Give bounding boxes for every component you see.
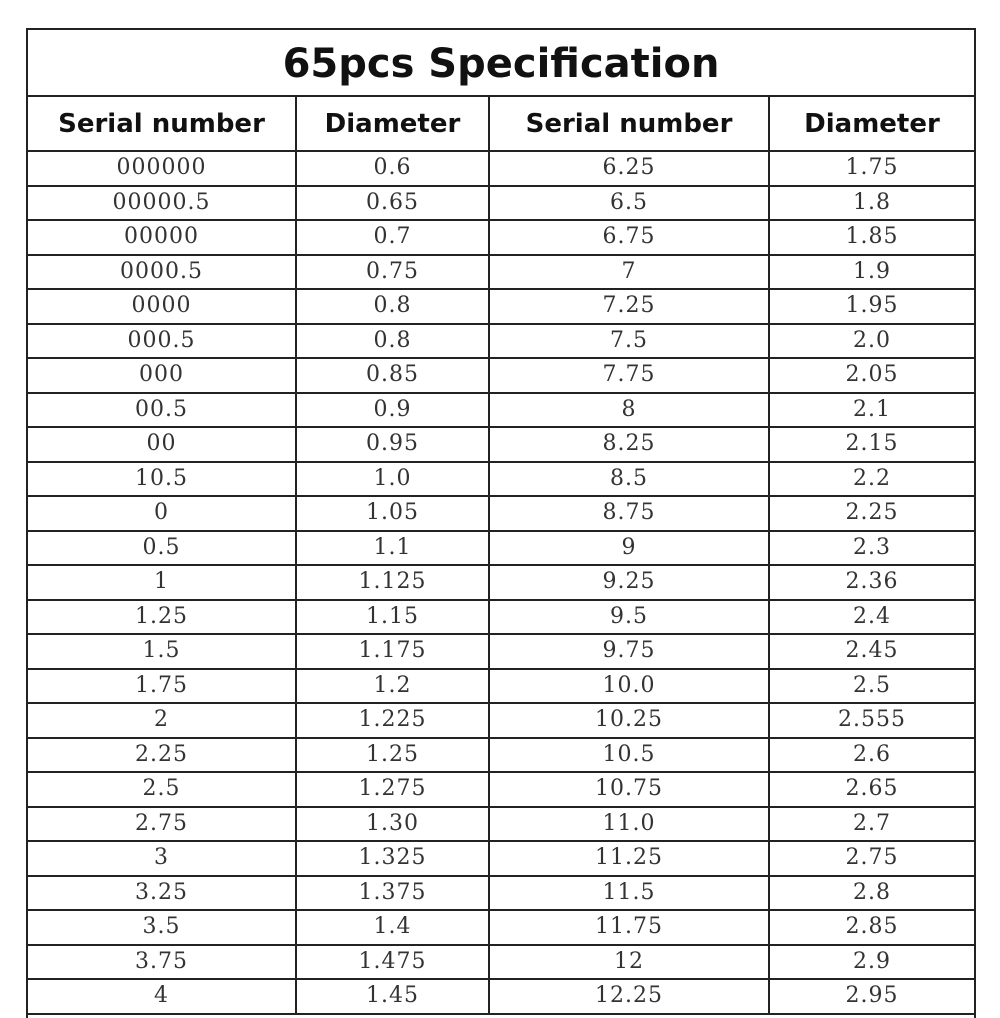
serial-number-cell: 1 <box>28 565 296 600</box>
diameter-cell: 1.4 <box>296 910 489 945</box>
diameter-cell: 2.5 <box>769 669 974 704</box>
serial-number-cell: 8.75 <box>489 496 769 531</box>
serial-number-cell: 6.75 <box>489 220 769 255</box>
serial-number-cell: 3.25 <box>28 876 296 911</box>
diameter-cell: 1.2 <box>296 669 489 704</box>
serial-number-cell: 9 <box>489 531 769 566</box>
serial-number-cell: 2.25 <box>28 738 296 773</box>
table-row <box>28 151 974 186</box>
diameter-cell: 1.25 <box>296 738 489 773</box>
diameter-cell: 2.8 <box>769 876 974 911</box>
serial-number-cell: 8 <box>489 393 769 428</box>
serial-number-cell: 000 <box>28 358 296 393</box>
diameter-cell: 2.2 <box>769 462 974 497</box>
diameter-cell: 1.75 <box>769 151 974 186</box>
serial-number-cell: 0000.5 <box>28 255 296 290</box>
table-row <box>28 634 974 669</box>
serial-number-cell: 9.5 <box>489 600 769 635</box>
serial-number-cell: 11.75 <box>489 910 769 945</box>
table-row <box>28 324 974 359</box>
table-row <box>28 669 974 704</box>
serial-number-cell: 00.5 <box>28 393 296 428</box>
diameter-cell: 1.45 <box>296 979 489 1014</box>
table-row <box>28 841 974 876</box>
diameter-cell: 1.125 <box>296 565 489 600</box>
serial-number-cell: 0000 <box>28 289 296 324</box>
table-row <box>28 393 974 428</box>
diameter-cell: 2.6 <box>769 738 974 773</box>
serial-number-cell: 10.5 <box>28 462 296 497</box>
table-row <box>28 600 974 635</box>
diameter-cell: 2.85 <box>769 910 974 945</box>
diameter-cell: 0.8 <box>296 324 489 359</box>
diameter-cell: 1.85 <box>769 220 974 255</box>
spec-table <box>28 97 974 1015</box>
diameter-cell: 0.9 <box>296 393 489 428</box>
serial-number-cell: 2 <box>28 703 296 738</box>
table-row <box>28 876 974 911</box>
diameter-cell: 2.95 <box>769 979 974 1014</box>
serial-number-cell: 8.25 <box>489 427 769 462</box>
serial-number-cell: 8.5 <box>489 462 769 497</box>
serial-number-cell: 7.5 <box>489 324 769 359</box>
table-row <box>28 496 974 531</box>
diameter-cell: 2.36 <box>769 565 974 600</box>
table-row <box>28 289 974 324</box>
serial-number-cell: 1.25 <box>28 600 296 635</box>
serial-number-cell: 00000.5 <box>28 186 296 221</box>
header-diameter-right: Diameter <box>769 97 974 151</box>
diameter-cell: 0.65 <box>296 186 489 221</box>
diameter-cell: 0.8 <box>296 289 489 324</box>
serial-number-cell: 7 <box>489 255 769 290</box>
diameter-cell: 2.7 <box>769 807 974 842</box>
header-diameter-left: Diameter <box>296 97 489 151</box>
table-row <box>28 531 974 566</box>
page-title: 65pcs Specification <box>28 30 974 97</box>
serial-number-cell: 11.5 <box>489 876 769 911</box>
serial-number-cell: 6.5 <box>489 186 769 221</box>
table-row <box>28 945 974 980</box>
diameter-cell: 2.75 <box>769 841 974 876</box>
header-serial-number-right: Serial number <box>489 97 769 151</box>
serial-number-cell: 000.5 <box>28 324 296 359</box>
diameter-cell: 1.8 <box>769 186 974 221</box>
serial-number-cell: 11.25 <box>489 841 769 876</box>
serial-number-cell: 10.0 <box>489 669 769 704</box>
diameter-cell: 1.30 <box>296 807 489 842</box>
diameter-cell: 1.325 <box>296 841 489 876</box>
diameter-cell: 1.275 <box>296 772 489 807</box>
diameter-cell: 0.6 <box>296 151 489 186</box>
diameter-cell: 2.4 <box>769 600 974 635</box>
diameter-cell: 1.05 <box>296 496 489 531</box>
table-row <box>28 703 974 738</box>
serial-number-cell: 00000 <box>28 220 296 255</box>
diameter-cell: 2.05 <box>769 358 974 393</box>
diameter-cell: 2.0 <box>769 324 974 359</box>
serial-number-cell: 1.5 <box>28 634 296 669</box>
diameter-cell: 0.7 <box>296 220 489 255</box>
table-row <box>28 186 974 221</box>
header-row <box>28 97 974 151</box>
diameter-cell: 2.3 <box>769 531 974 566</box>
serial-number-cell: 0.5 <box>28 531 296 566</box>
diameter-cell: 1.375 <box>296 876 489 911</box>
serial-number-cell: 2.75 <box>28 807 296 842</box>
table-row <box>28 255 974 290</box>
serial-number-cell: 1.75 <box>28 669 296 704</box>
serial-number-cell: 6.25 <box>489 151 769 186</box>
serial-number-cell: 7.25 <box>489 289 769 324</box>
table-row <box>28 220 974 255</box>
diameter-cell: 2.1 <box>769 393 974 428</box>
diameter-cell: 1.1 <box>296 531 489 566</box>
serial-number-cell: 12.25 <box>489 979 769 1014</box>
serial-number-cell: 10.75 <box>489 772 769 807</box>
diameter-cell: 0.75 <box>296 255 489 290</box>
diameter-cell: 2.555 <box>769 703 974 738</box>
table-row <box>28 565 974 600</box>
serial-number-cell: 3 <box>28 841 296 876</box>
header-serial-number-left: Serial number <box>28 97 296 151</box>
serial-number-cell: 11.0 <box>489 807 769 842</box>
table-body <box>28 151 974 1014</box>
diameter-cell: 1.475 <box>296 945 489 980</box>
diameter-cell: 2.15 <box>769 427 974 462</box>
diameter-cell: 1.175 <box>296 634 489 669</box>
table-row <box>28 462 974 497</box>
table-row <box>28 807 974 842</box>
diameter-cell: 2.45 <box>769 634 974 669</box>
serial-number-cell: 10.5 <box>489 738 769 773</box>
serial-number-cell: 3.5 <box>28 910 296 945</box>
serial-number-cell: 0 <box>28 496 296 531</box>
specification-sheet <box>26 28 976 1018</box>
table-row <box>28 979 974 1014</box>
serial-number-cell: 9.75 <box>489 634 769 669</box>
diameter-cell: 1.225 <box>296 703 489 738</box>
diameter-cell: 2.25 <box>769 496 974 531</box>
serial-number-cell: 12 <box>489 945 769 980</box>
serial-number-cell: 7.75 <box>489 358 769 393</box>
serial-number-cell: 000000 <box>28 151 296 186</box>
diameter-cell: 0.85 <box>296 358 489 393</box>
table-row <box>28 910 974 945</box>
diameter-cell: 2.65 <box>769 772 974 807</box>
serial-number-cell: 00 <box>28 427 296 462</box>
table-row <box>28 738 974 773</box>
serial-number-cell: 9.25 <box>489 565 769 600</box>
table-row <box>28 358 974 393</box>
serial-number-cell: 2.5 <box>28 772 296 807</box>
serial-number-cell: 4 <box>28 979 296 1014</box>
diameter-cell: 2.9 <box>769 945 974 980</box>
serial-number-cell: 3.75 <box>28 945 296 980</box>
diameter-cell: 0.95 <box>296 427 489 462</box>
diameter-cell: 1.95 <box>769 289 974 324</box>
serial-number-cell: 10.25 <box>489 703 769 738</box>
diameter-cell: 1.9 <box>769 255 974 290</box>
diameter-cell: 1.15 <box>296 600 489 635</box>
table-row <box>28 427 974 462</box>
diameter-cell: 1.0 <box>296 462 489 497</box>
table-row <box>28 772 974 807</box>
